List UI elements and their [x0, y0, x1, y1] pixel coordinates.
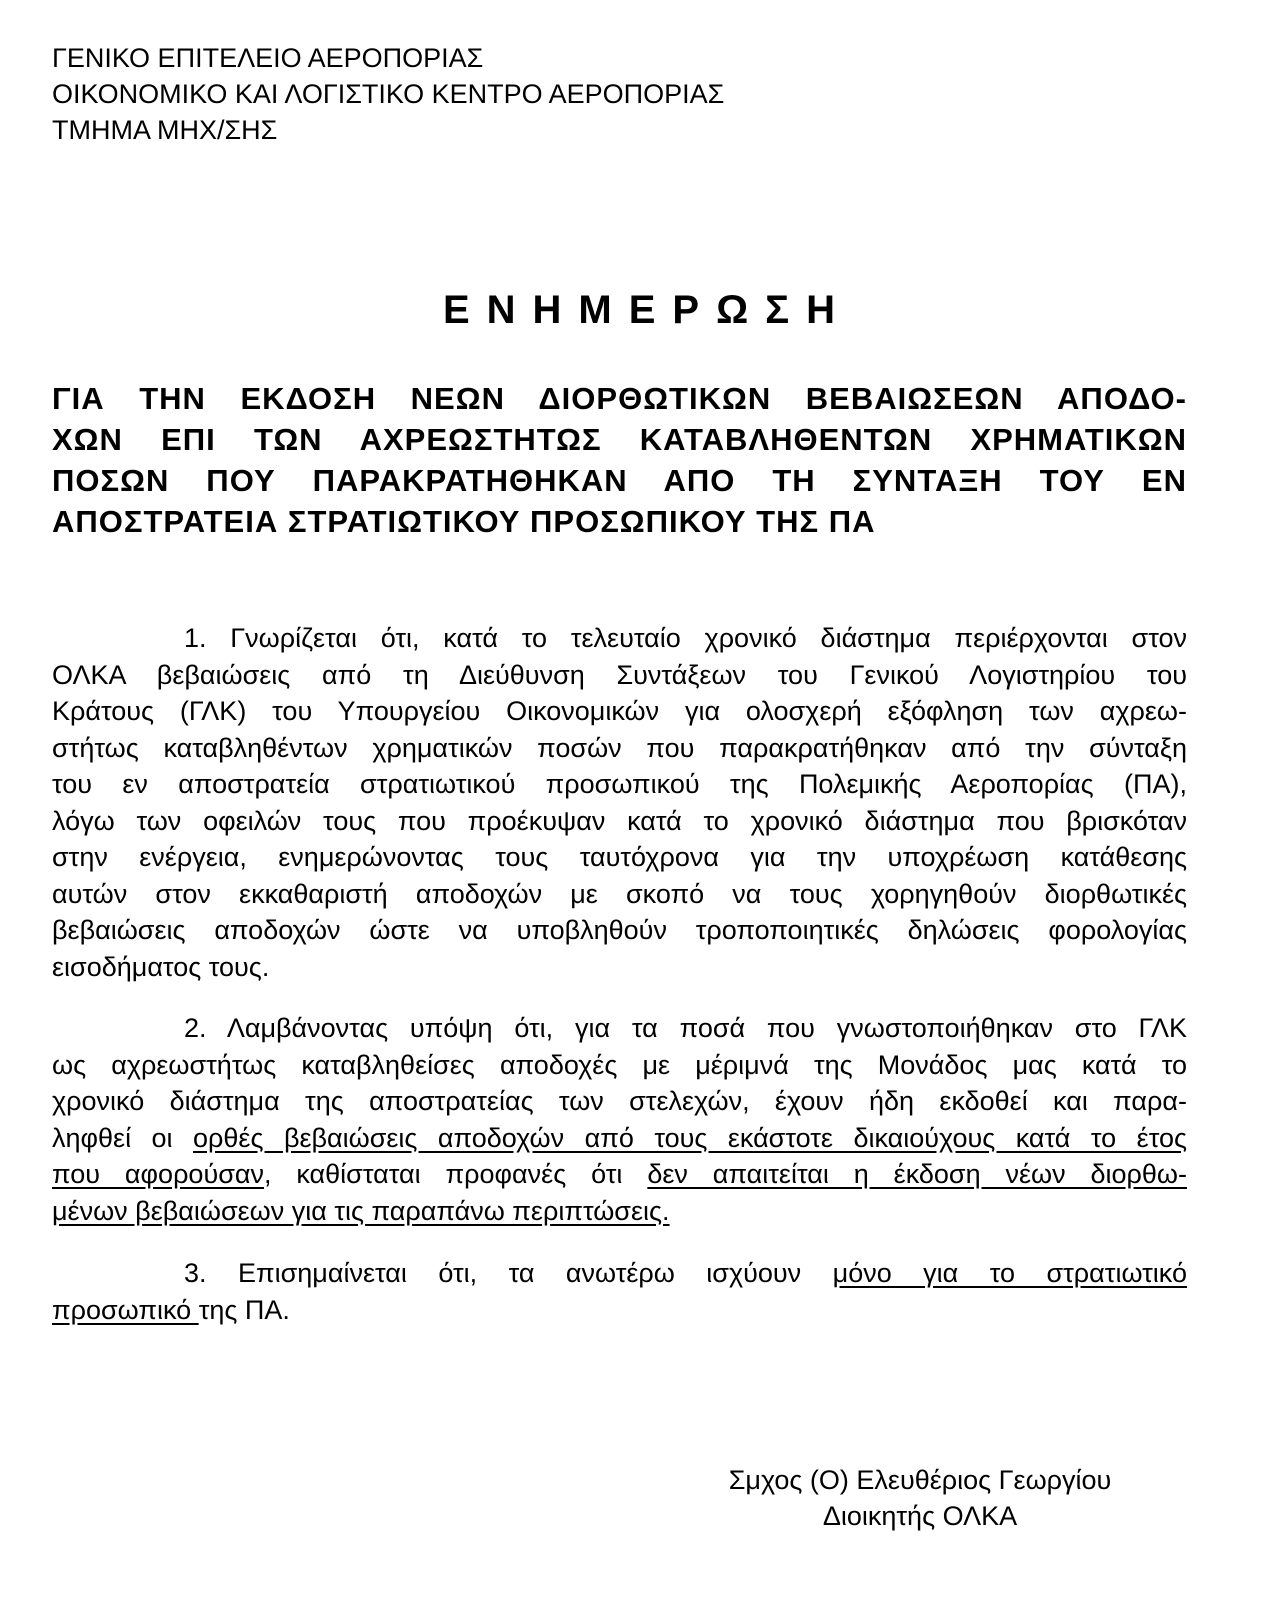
paragraph-1-line-4: στήτως καταβληθέντων χρηματικών ποσών που παρακρατήθηκαν από την σύνταξη [52, 732, 1187, 763]
subject-line-3: ΠΟΣΩΝ ΠΟΥ ΠΑΡΑΚΡΑΤΗΘΗΚΑΝ ΑΠΟ ΤΗ ΣΥΝΤΑΞΗ ΤΟΥ ΕΝ [52, 463, 1187, 498]
paragraph-2-line-4 [52, 1120, 1187, 1157]
paragraph-3-line-1 [52, 1255, 1187, 1292]
underlined-text: μένων βεβαιώσεων για τις παραπάνω περιπτώσεις. [52, 1195, 670, 1226]
paragraph-2-line-4-text: ληφθεί οι [52, 1122, 194, 1153]
paragraph-2-line-6 [52, 1193, 1187, 1230]
underlined-text: δεν απαιτείται η έκδοση νέων διορθω- [647, 1159, 1188, 1189]
paragraph-2-line-2: ως αχρεωστήτως καταβληθείσες αποδοχές με μέριμνά της Μονάδος μας κατά το [52, 1049, 1187, 1080]
paragraph-1-line-5: του εν αποστρατεία στρατιωτικού προσωπικού της Πολεμικής Αεροπορίας (ΠΑ), [52, 769, 1187, 799]
paragraph-1-line-9: βεβαιώσεις αποδοχών ώστε να υποβληθούν τροποποιητικές δηλώσεις φορολογίας [52, 915, 1187, 945]
underlined-text: που αφορούσαν [52, 1159, 264, 1189]
signature-block [705, 1462, 1135, 1534]
paragraph-2-line-5-text: , καθίσταται προφανές ότι [263, 1159, 648, 1189]
underlined-text: μόνο για το στρατιωτικό [832, 1258, 1187, 1288]
paragraph-1 [52, 620, 1187, 985]
underlined-text: προσωπικό [52, 1294, 199, 1325]
paragraph-2-line-3: χρονικό διάστημα της αποστρατείας των στελεχών, έχουν ήδη εκδοθεί και παρα- [52, 1086, 1187, 1116]
subject-line-4: ΑΠΟΣΤΡΑΤΕΙΑ ΣΤΡΑΤΙΩΤΙΚΟΥ ΠΡΟΣΩΠΙΚΟΥ ΤΗΣ ΠΑ [52, 504, 876, 539]
paragraph-1-line-2: ΟΛΚΑ βεβαιώσεις από τη Διεύθυνση Συντάξεων του Γενικού Λογιστηρίου του [52, 659, 1187, 690]
signatory-name: Σμχος (Ο) Ελευθέριος Γεωργίου [728, 1465, 1112, 1495]
subject-line-2: ΧΩΝ ΕΠΙ ΤΩΝ ΑΧΡΕΩΣΤΗΤΩΣ ΚΑΤΑΒΛΗΘΕΝΤΩΝ ΧΡΗΜΑΤΙΚΩΝ [52, 422, 1187, 457]
issuer-header [52, 40, 724, 148]
paragraph-3 [52, 1255, 1187, 1328]
header-line-2: ΟΙΚΟΝΟΜΙΚΟ ΚΑΙ ΛΟΓΙΣΤΙΚΟ ΚΕΝΤΡΟ ΑΕΡΟΠΟΡΙΑΣ [52, 79, 725, 109]
paragraph-1-line-10: εισοδήματος τους. [52, 951, 270, 982]
signatory-role: Διοικητής ΟΛΚΑ [822, 1501, 1018, 1531]
paragraph-1-line-7: στην ενέργεια, ενημερώνοντας τους ταυτόχρονα για την υποχρέωση κατάθεσης [52, 842, 1187, 872]
paragraph-1-line-6: λόγω των οφειλών τους που προέκυψαν κατά το χρονικό διάστημα που βρισκόταν [52, 805, 1187, 836]
underlined-text: ορθές βεβαιώσεις αποδοχών από τους εκάστοτε δικαιούχους κατά το έτος [193, 1122, 1187, 1153]
subject-line-1: ΓΙΑ ΤΗΝ ΕΚΔΟΣΗ ΝΕΩΝ ΔΙΟΡΘΩΤΙΚΩΝ ΒΕΒΑΙΩΣΕΩΝ ΑΠΟΔΟ- [52, 381, 1187, 416]
paragraph-3-line-2 [52, 1292, 1187, 1329]
paragraph-2-line-1: 2. Λαμβάνοντας υπόψη ότι, για τα ποσά που γνωστοποιήθηκαν στο ΓΛΚ [184, 1013, 1187, 1043]
paragraph-3-line-2-text: της ΠΑ. [198, 1294, 290, 1325]
document-title: ΕΝΗΜΕΡΩΣΗ [442, 288, 853, 332]
paragraph-1-line-1: 1. Γνωρίζεται ότι, κατά το τελευταίο χρονικό διάστημα περιέρχονται στον [184, 623, 1187, 653]
paragraph-1-line-8: αυτών στον εκκαθαριστή αποδοχών με σκοπό να τους χορηγηθούν διορθωτικές [52, 878, 1187, 909]
header-line-3: ΤΜΗΜΑ ΜΗΧ/ΣΗΣ [52, 115, 278, 145]
paragraph-2-line-5 [52, 1156, 1187, 1193]
paragraph-1-line-3: Κράτους (ΓΛΚ) του Υπουργείου Οικονομικών για ολοσχερή εξόφληση των αχρεω- [52, 696, 1187, 726]
paragraph-3-line-1-text: 3. Επισημαίνεται ότι, τα ανωτέρω ισχύουν [184, 1258, 833, 1288]
paragraph-2 [52, 1010, 1187, 1229]
document-subject [52, 378, 1187, 542]
header-line-1: ΓΕΝΙΚΟ ΕΠΙΤΕΛΕΙΟ ΑΕΡΟΠΟΡΙΑΣ [52, 43, 484, 73]
